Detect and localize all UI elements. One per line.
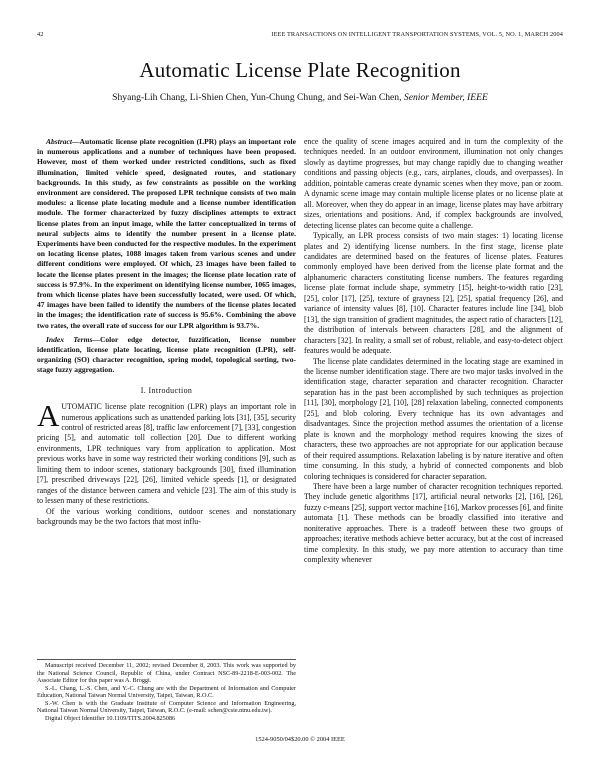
author-line bbox=[0, 92, 600, 104]
footnote-manuscript: Manuscript received December 11, 2002; revised December 8, 2003. This work was supported by the National Science Council, Republic of China, under Contract NSC-89-2218-E-003-002. The Associate Editor for this paper was A. Broggi. bbox=[37, 662, 296, 684]
body-paragraph-4: There have been a large number of character recognition techniques reported. They include genetic algorithms [17], artificial neural networks [2], [16], [26], fuzzy c-means [25], support vector machine [16], Markov processes [6], and finite automata [1]. These methods can be broadly classified into iterative and noniterative approaches. There is a tradeoff between these two groups of approaches; iterative methods achieve better accuracy, but at the cost of increased time complexity. In this study, we pay more attention to accuracy than time complexity whenever bbox=[304, 481, 563, 565]
section-heading-introduction: I. Introduction bbox=[140, 385, 193, 395]
index-terms bbox=[37, 335, 296, 376]
intro-paragraph-1 bbox=[37, 398, 296, 507]
body-paragraph-1: ence the quality of scene images acquired and in turn the complexity of the techniques needed. In an outdoor environment, illumination not only changes slowly as daytime progresses, but may change rapidly due to changing weather conditions and passing objects (e.g., cars, airplanes, clouds, and overpasses). In addition, pointable cameras create dynamic scenes when they move, pan or zoom. A dynamic scene image may contain multiple license plates or no license plate at all. Moreover, when they do appear in an image, license plates may have arbitrary sizes, orientations and positions. And, if complex backgrounds are involved, detecting license plates can become quite a challenge. bbox=[304, 137, 563, 230]
index-terms-text: Color edge detector, fuzzification, license number identification, license plate locating, license plate recognition (LPR), self-organizing (SO) character recognition, spring model, topological sorting, two-stage fuzzy aggregation. bbox=[37, 334, 296, 375]
footnote-rule bbox=[37, 659, 296, 660]
body-paragraph-2: Typically, an LPR process consists of two main stages: 1) locating license plates and 2) identifying license numbers. In the first stage, license plate candidates are determined based on the features of license plates. Features commonly employed have been derived from the license plate format and the alphanumeric characters constituting license numbers. The features regarding license plate format include shape, symmetry [15], height-to-width ratio [23], [25], color [17], [25], texture of grayness [2], [25], spatial frequency [26], and variance of intensity values [8], [10]. Character features include line [34], blob [13], the sign transition of gradient magnitudes, the aspect ratio of characters [12], the distribution of intervals between characters [28], and the alignment of characters [32]. In reality, a small set of robust, reliable, and easy-to-detect object features would be adequate. bbox=[304, 231, 563, 356]
copyright-footer: 1524-9050/04$20.00 © 2004 IEEE bbox=[255, 736, 345, 743]
intro-paragraph-1-text: UTOMATIC license plate recognition (LPR) plays an important role in numerous applications such as unattended parking lots [31], [35], security control of restricted areas [8], traffic law enforcement [7], [33], congestion pricing [5], and automatic toll collection [20]. Due to different working environments, LPR techniques vary from application to application. Most previous works have in some way restricted their working conditions [9], such as limiting them to indoor scenes, stationary backgrounds [30], fixed illumination [7], prescribed driveways [22], [26], limited vehicle speeds [1], or designated ranges of the distance between camera and vehicle [23]. The aim of this study is to lessen many of these restrictions. bbox=[37, 402, 296, 506]
abstract bbox=[37, 137, 296, 331]
footnote-affiliation-2: S.-W. Chen is with the Graduate Institute of Computer Science and Information Engineering, National Taiwan Normal University, Taipei, Taiwan, R.O.C. (e-mail: schen@csie.ntnu.edu.tw). bbox=[37, 699, 296, 714]
author-membership: Senior Member, IEEE bbox=[403, 92, 488, 103]
abstract-text: Automatic license plate recognition (LPR) plays an important role in numerous applications and a number of techniques have been proposed. However, most of them worked under restricted conditions, such as fixed illumination, limited vehicle speed, designated routes, and stationary backgrounds. In this study, as few constraints as possible on the working environment are considered. The proposed LPR technique consists of two main modules: a license plate locating module and a license number identification module. The former characterized by fuzzy disciplines attempts to extract license plates from an input image, while the latter conceptualized in terms of neural subjects aims to identify the number present in a license plate. Experiments have been conducted for the respective modules. In the experiment on locating license plates, 1088 images taken from various scenes and under different conditions were employed. Of which, 23 images have been failed to locate the license plates present in the images; the license plate location rate of success is 97.9%. In the experiment on identifying license number, 1065 images, from which license plates have been successfully located, were used. Of which, 47 images have been failed to identify the numbers of the license plates located in the images; the identification rate of success is 95.6%. Combining the above two rates, the overall rate of success for our LPR algorithm is 93.7%. bbox=[37, 137, 296, 330]
page-number: 42 bbox=[37, 31, 44, 38]
footnotes bbox=[37, 659, 296, 722]
index-terms-label: Index Terms— bbox=[46, 334, 100, 344]
author-names: Shyang-Lih Chang, Li-Shien Chen, Yun-Chung Chung, and Sei-Wan Chen, bbox=[112, 92, 402, 103]
intro-paragraph-2: Of the various working conditions, outdoor scenes and nonstationary backgrounds may be the two factors that most influ- bbox=[37, 506, 296, 527]
footnote-affiliation-1: S.-L. Chang, L.-S. Chen, and Y.-C. Chung are with the Department of Information and Computer Education, National Taiwan Normal University, Taipei, Taiwan, R.O.C. bbox=[37, 684, 296, 699]
journal-header: IEEE TRANSACTIONS ON INTELLIGENT TRANSPORTATION SYSTEMS, VOL. 5, NO. 1, MARCH 2004 bbox=[271, 31, 563, 38]
body-paragraph-3: The license plate candidates determined in the locating stage are examined in the license number identification stage. There are two major tasks involved in the identification stage, character separation and character recognition. Character separation has in the past been accomplished by such techniques as projection [11], [30], morphology [2], [10], [28] relaxation labeling, connected components [25], and blob coloring. Every technique has its own advantages and disadvantages. Since the projection method assumes the orientation of a license plate is known and the morphology method requires knowing the sizes of characters, these two approaches are not appropriate for our application because of their required assumptions. Relaxation labeling is by nature iterative and often time consuming. In this study, a hybrid of connected components and blob coloring techniques is considered for character separation. bbox=[304, 356, 563, 481]
left-column bbox=[37, 137, 296, 528]
running-header bbox=[37, 31, 563, 41]
footnote-doi: Digital Object Identifier 10.1109/TITS.2004.825086 bbox=[45, 714, 176, 722]
paper-title: Automatic License Plate Recognition bbox=[139, 58, 461, 82]
right-column bbox=[304, 137, 563, 566]
abstract-label: Abstract— bbox=[46, 137, 80, 146]
drop-cap: A bbox=[37, 398, 60, 434]
